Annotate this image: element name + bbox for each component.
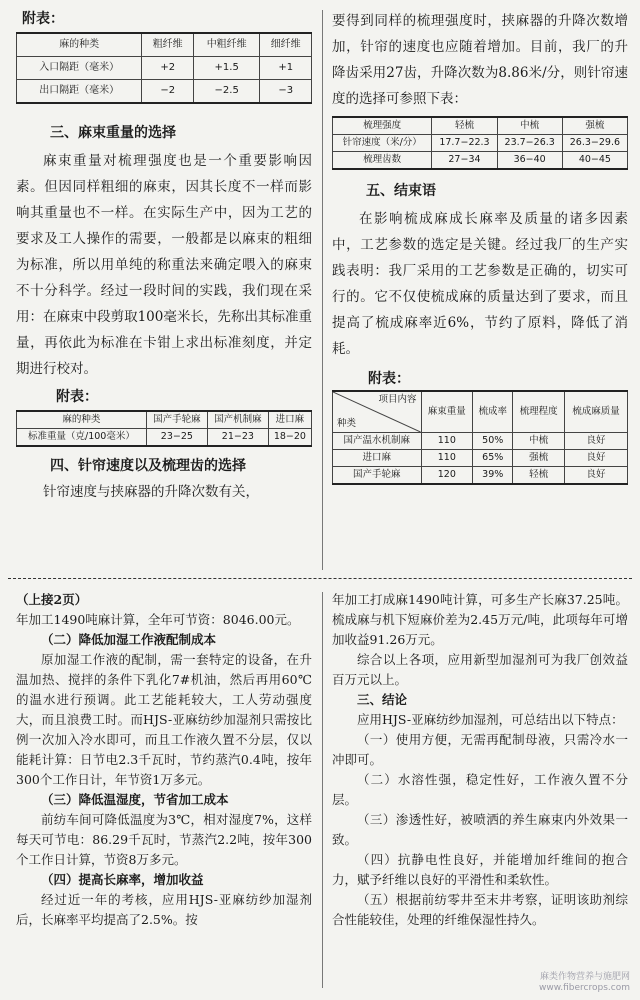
table-header-cell: 麻束重量: [421, 391, 473, 433]
paragraph: 经过近一年的考核，应用HJS-亚麻纺纱加湿剂后，长麻率平均提高了2.5%。按: [16, 892, 312, 927]
dashed-separator: [8, 578, 632, 579]
table-header-cell: 国产手轮麻: [146, 411, 207, 429]
conclusion-heading: 三、结论: [357, 692, 408, 707]
table-header-row: [333, 391, 628, 433]
table-cell: 国产手轮麻: [333, 467, 422, 485]
table-row: [333, 450, 628, 467]
table-row: [333, 152, 628, 170]
paragraph: 综合以上各项，应用新型加湿剂可为我厂创效益百万元以上。: [332, 652, 628, 687]
table-row: [17, 429, 312, 447]
table-cell: 50%: [473, 433, 513, 450]
list-item: （二）水溶性强，稳定性好，工作液久置不分层。: [332, 772, 628, 807]
site-watermark: [539, 972, 630, 994]
section-5-heading: 五、结束语: [366, 183, 436, 199]
table-cell: 110: [421, 433, 473, 450]
corner-bottom-label: 种类: [337, 418, 357, 429]
table-cell: 18−20: [268, 429, 311, 447]
table-cell: −2: [142, 80, 194, 104]
table-cell: 良好: [564, 433, 627, 450]
annex-label-1: 附表：: [22, 11, 64, 27]
corner-top-label: 项目内容: [378, 394, 417, 405]
subheading-4: （四）提高长麻率，增加收益: [41, 872, 204, 887]
table-header-cell: 进口麻: [268, 411, 311, 429]
table-header-cell: 细纤维: [260, 33, 312, 57]
table-cell: 中梳: [513, 433, 565, 450]
table-cell: 26.3−29.6: [562, 135, 627, 152]
table-cell: 针帘速度（米/分）: [333, 135, 432, 152]
table-corner-cell: [333, 391, 422, 433]
table-row: [333, 135, 628, 152]
table-header-cell: 中梳: [497, 117, 562, 135]
paragraph: 原加湿工作液的配制，需一套特定的设备，在升温加热、搅拌的条件下乳化7#机油，然后再用60℃的温水进行预调。此工艺能耗较大，工人劳动强度大，而且浪费工时。而HJS-亚麻纺纱加湿剂只需按比例一次加入冷水即可，而且工作液久置不分层，仅以能耗计算：日节电2.3千瓦时，节约蒸汽0.4吨，按年300个工作日计，年节资1万多元。: [16, 652, 312, 787]
bottom-right-column: [332, 590, 628, 930]
continuation-note: （上接2页）: [16, 592, 88, 607]
subheading-2: （二）降低加湿工作液配制成本: [41, 632, 217, 647]
column-divider-top: [322, 10, 323, 570]
table-header-row: [333, 117, 628, 135]
table-row: [17, 57, 312, 80]
table-cell: 进口麻: [333, 450, 422, 467]
table-header-cell: 梳理程度: [513, 391, 565, 433]
annex-label-3: 附表：: [368, 371, 410, 387]
table-row: [333, 467, 628, 485]
paragraph: 年加工打成麻1490吨计算，可多生产长麻37.25吨。梳成麻与机下短麻价差为2.45万元/吨，此项每年可增加收益91.26万元。: [332, 592, 628, 647]
table-cell: 入口隔距（毫米）: [17, 57, 142, 80]
table-cell: 强梳: [513, 450, 565, 467]
section-5-paragraph: 在影响梳成麻成长麻率及质量的诸多因素中，工艺参数的选定是关键。经过我厂的生产实践表明：我厂采用的工艺参数是正确的，切实可行的。它不仅使梳成麻的质量达到了要求，而且提高了梳成麻率近6%，节约了原料，降低了消耗。: [332, 211, 628, 357]
table-cell: 120: [421, 467, 473, 485]
top-right-column: [332, 8, 628, 485]
table-header-row: [17, 411, 312, 429]
table-cell: 17.7−22.3: [432, 135, 497, 152]
list-item: （一）使用方便，无需再配制母液，只需冷水一冲即可。: [332, 732, 628, 767]
table-header-cell: 轻梳: [432, 117, 497, 135]
top-left-column: [16, 8, 312, 505]
subheading-3: （三）降低温湿度，节省加工成本: [41, 792, 229, 807]
section-4-heading: 四、针帘速度以及梳理齿的选择: [50, 458, 246, 474]
section-4-paragraph: 针帘速度与挟麻器的升降次数有关，: [43, 484, 259, 500]
table-row: [333, 433, 628, 450]
table-cell: 轻梳: [513, 467, 565, 485]
list-item: （四）抗静电性良好，并能增加纤维间的抱合力，赋予纤维以良好的平滑性和柔软性。: [332, 852, 628, 887]
table-cell: 23−25: [146, 429, 207, 447]
table-cell: 国产温水机制麻: [333, 433, 422, 450]
table-header-cell: 国产机制麻: [207, 411, 268, 429]
paragraph: 应用HJS-亚麻纺纱加湿剂，可总结出以下特点：: [357, 712, 624, 727]
column-divider-bottom: [322, 592, 323, 988]
table-header-cell: 麻的种类: [17, 33, 142, 57]
table-header-cell: 梳成麻质量: [564, 391, 627, 433]
table-fiber-gauge: [16, 32, 312, 104]
list-item: （三）渗透性好，被喷洒的养生麻束内外效果一致。: [332, 812, 628, 847]
table-cell: 40−45: [562, 152, 627, 170]
table-header-row: [17, 33, 312, 57]
section-3-paragraph: 麻束重量对梳理强度也是一个重要影响因素。但因同样粗细的麻束，因其长度不一样而影响其重量也不一样。在实际生产中，因为工艺的要求及工人操作的需要，一般都是以麻束的粗细为标准，所以用单纯的称重法来确定喂入的麻束不十分科学。经过一段时间的实践，我们现在采用：在麻束中段剪取100毫米长，先称出其标准重量，再依此为标准在卡钳上求出标准刻度，并定期进行校对。: [16, 153, 312, 377]
table-standard-weight: [16, 410, 312, 447]
table-cell: 梳理齿数: [333, 152, 432, 170]
table-header-cell: 中粗纤维: [194, 33, 260, 57]
table-cell: +1.5: [194, 57, 260, 80]
table-header-cell: 梳理强度: [333, 117, 432, 135]
table-header-cell: 粗纤维: [142, 33, 194, 57]
table-cell: 36−40: [497, 152, 562, 170]
table-cell: 110: [421, 450, 473, 467]
watermark-line: www.fibercrops.com: [539, 983, 630, 993]
watermark-line: 麻类作物营养与施肥网: [539, 972, 630, 982]
table-cell: 出口隔距（毫米）: [17, 80, 142, 104]
table-cell: 21−23: [207, 429, 268, 447]
annex-label-2: 附表：: [56, 389, 98, 405]
table-cell: +1: [260, 57, 312, 80]
table-cell: 23.7−26.3: [497, 135, 562, 152]
table-cell: 27−34: [432, 152, 497, 170]
bottom-left-column: [16, 590, 312, 930]
table-needle-speed: [332, 116, 628, 170]
section-4-paragraph-continued: 要得到同样的梳理强度时，挟麻器的升降次数增加，针帘的速度也应随着增加。目前，我厂的升降齿采用27齿，升降次数为8.86米/分，则针帘速度的选择可参照下表：: [332, 13, 628, 107]
table-cell: 65%: [473, 450, 513, 467]
table-cell: 标准重量（克/100毫米）: [17, 429, 147, 447]
table-cell: 良好: [564, 450, 627, 467]
list-item: （五）根据前纺零井至末井考察，证明该助剂综合性能较佳，处理的纤维保湿性持久。: [332, 892, 628, 927]
paragraph: 年加工1490吨麻计算，全年可节资：8046.00元。: [16, 612, 300, 627]
table-results: [332, 390, 628, 485]
table-cell: −2.5: [194, 80, 260, 104]
table-header-cell: 强梳: [562, 117, 627, 135]
table-header-cell: 梳成率: [473, 391, 513, 433]
table-row: [17, 80, 312, 104]
section-3-heading: 三、麻束重量的选择: [50, 125, 176, 141]
table-cell: 良好: [564, 467, 627, 485]
table-cell: +2: [142, 57, 194, 80]
table-cell: 39%: [473, 467, 513, 485]
table-header-cell: 麻的种类: [17, 411, 147, 429]
table-cell: −3: [260, 80, 312, 104]
paragraph: 前纺车间可降低温度为3℃，相对湿度7%，这样每天可节电：86.29千瓦时，节蒸汽2.2吨，按年300个工作日计算，节资8万多元。: [16, 812, 312, 867]
